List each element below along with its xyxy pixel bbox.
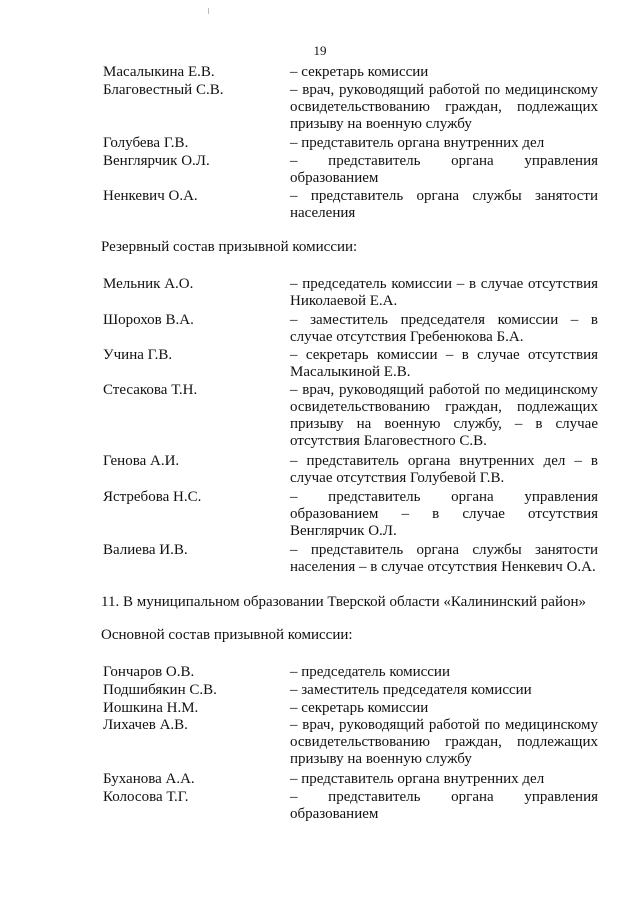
member-role: – представитель органа управления образованием – в случае отсутствия Венглярчик О.Л. (290, 489, 598, 539)
member-name: Масалыкина Е.В. (103, 64, 215, 80)
member-role: – секретарь комиссии – в случае отсутствия Масалыкиной Е.В. (290, 347, 598, 380)
main-heading: Основной состав призывной комиссии: (101, 627, 353, 643)
member-name: Генова А.И. (103, 453, 180, 469)
member-role: – секретарь комиссии (290, 64, 429, 80)
member-role: – представитель органа службы занятости населения (290, 188, 598, 221)
member-name: Учина Г.В. (103, 347, 173, 363)
member-name: Венглярчик О.Л. (103, 153, 210, 169)
member-role: – врач, руководящий работой по медицинскому освидетельствованию граждан, подлежащих призыву на военную службу, – в случае отсутствия Благовестного С.В. (290, 382, 598, 449)
member-role: – председатель комиссии (290, 664, 450, 680)
member-name: Ястребова Н.С. (103, 489, 202, 505)
member-name: Шорохов В.А. (103, 312, 194, 328)
member-role: – представитель органа внутренних дел (290, 135, 545, 151)
member-role: – врач, руководящий работой по медицинскому освидетельствованию граждан, подлежащих призыву на военную службу (290, 717, 598, 767)
member-role: – представитель органа внутренних дел (290, 771, 545, 787)
member-role: – врач, руководящий работой по медицинскому освидетельствованию граждан, подлежащих призыву на военную службу (290, 82, 598, 132)
member-name: Благовестный С.В. (103, 82, 224, 98)
member-role: – председатель комиссии – в случае отсутствия Николаевой Е.А. (290, 276, 598, 309)
member-role: – представитель органа внутренних дел – в случае отсутствия Голубевой Г.В. (290, 453, 598, 486)
member-role: – заместитель председателя комиссии (290, 682, 532, 698)
member-name: Валиева И.В. (103, 542, 188, 558)
member-name: Буханова А.А. (103, 771, 195, 787)
member-role: – заместитель председателя комиссии – в случае отсутствия Гребенюкова Б.А. (290, 312, 598, 345)
member-name: Лихачев А.В. (103, 717, 188, 733)
member-name: Мельник А.О. (103, 276, 194, 292)
member-name: Колосова Т.Г. (103, 789, 189, 805)
member-name: Голубева Г.В. (103, 135, 189, 151)
member-name: Ненкевич О.А. (103, 188, 198, 204)
member-name: Подшибякин С.В. (103, 682, 217, 698)
member-role: – представитель органа управления образованием (290, 789, 598, 822)
scan-mark (208, 8, 209, 14)
member-name: Гончаров О.В. (103, 664, 195, 680)
member-name: Иошкина Н.М. (103, 700, 199, 716)
member-role: – представитель органа управления образованием (290, 153, 598, 186)
page-number: 19 (313, 43, 327, 58)
reserve-heading: Резервный состав призывной комиссии: (101, 239, 358, 255)
section-heading: 11. В муниципальном образовании Тверской области «Калининский район» (101, 594, 587, 610)
member-role: – представитель органа службы занятости населения – в случае отсутствия Ненкевич О.А. (290, 542, 598, 575)
member-name: Стесакова Т.Н. (103, 382, 198, 398)
member-role: – секретарь комиссии (290, 700, 429, 716)
